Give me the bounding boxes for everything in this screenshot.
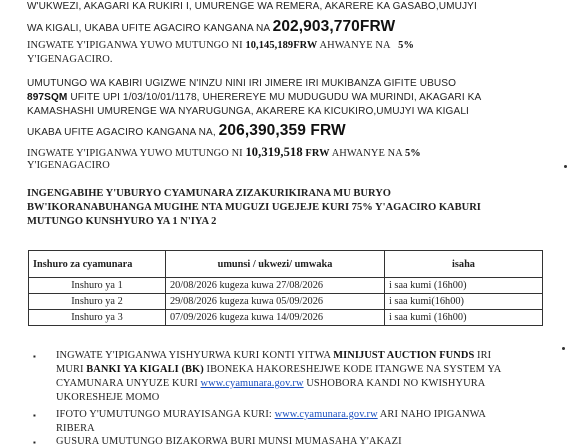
round-cell: Inshuro ya 3 — [29, 310, 166, 326]
table-header-row — [29, 251, 543, 278]
bullet1-text-tail: IRI — [474, 350, 492, 361]
bullet1-text-2: MURI — [56, 364, 87, 375]
auction-schedule-table — [28, 250, 543, 326]
property2-line1: UMUTUNGO WA KABIRI UGIZWE N'INZU NINI IRI JIMERE IRI MUKIBANZA GIFITE UBUSO — [27, 78, 457, 89]
table-row — [29, 294, 543, 310]
property1-deposit-pct: 5% — [398, 40, 414, 51]
property1-line3 — [27, 40, 414, 51]
property1-deposit-label: INGWATE Y'IPIGANWA YUWO MUTUNGO NI — [27, 40, 246, 51]
property2-deposit-label: INGWATE Y'IPIGANWA YUWO MUTUNGO NI — [27, 148, 246, 159]
property1-line1: W'UKWEZI, AKAGARI KA RUKIRI I, UMURENGE WA REMERA, AKARERE KA GASABO,UMUJYI — [27, 1, 477, 12]
property2-deposit-pct: 5% — [404, 148, 421, 159]
property1-deposit-amount: 10,145,189FRW — [245, 40, 318, 51]
bullet1-line2 — [56, 364, 501, 375]
schedule-heading-line2: BW'IKORANABUHANGA MUGIHE NTA MUGUZI UGEJEJE KURI 75% Y'AGACIRO KABURI — [27, 202, 481, 213]
bullet1-text-5: USHOBORA KANDI NO KWISHYURA — [303, 378, 486, 389]
schedule-heading-line3: MUTUNGO KUNSHYURO YA 1 N'IYA 2 — [27, 216, 217, 227]
round-cell: Inshuro ya 2 — [29, 294, 166, 310]
time-cell: i saa kumi(16h00) — [385, 294, 543, 310]
header-date: umunsi / ukwezi/ umwaka — [166, 251, 385, 278]
property2-line6: Y'IGENAGACIRO — [27, 160, 110, 171]
property1-line4: Y'IGENAGACIRO. — [27, 54, 113, 65]
bullet1-account-name: MINIJUST AUCTION FUNDS — [333, 350, 475, 361]
bullet1-line1 — [56, 350, 491, 361]
cyamunara-photo-link[interactable]: www.cyamunara.gov.rw — [274, 409, 378, 420]
date-cell: 07/09/2026 kugeza kuwa 14/09/2026 — [166, 310, 385, 326]
time-cell: i saa kumi (16h00) — [385, 310, 543, 326]
bullet-square-icon: ▪ — [33, 438, 36, 447]
property1-line2 — [27, 18, 395, 36]
bullet2-text-tail: ARI NAHO IPIGANWA — [377, 409, 486, 420]
header-rounds: Inshuro za cyamunara — [29, 251, 166, 278]
cyamunara-link[interactable]: www.cyamunara.gov.rw — [200, 378, 304, 389]
table-row — [29, 278, 543, 294]
property2-line5 — [27, 145, 421, 160]
margin-dot — [564, 165, 567, 168]
property2-line2 — [27, 92, 481, 103]
table-row — [29, 310, 543, 326]
property2-size: 897SQM — [27, 92, 68, 103]
bullet3-line1: GUSURA UMUTUNGO BIZAKORWA BURI MUNSI MUMASAHA Y'AKAZI — [56, 436, 402, 447]
bullet1-text-4: CYAMUNARA UNYUZE KURI — [56, 378, 201, 389]
round-cell: Inshuro ya 1 — [29, 278, 166, 294]
bullet2-text: IFOTO Y'UMUTUNGO MURAYISANGA KURI: — [56, 409, 275, 420]
property2-deposit-currency: FRW — [302, 148, 330, 159]
header-time: isaha — [385, 251, 543, 278]
bullet1-text: INGWATE Y'IPIGANWA YISHYURWA KURI KONTI YITWA — [56, 350, 334, 361]
time-cell: i saa kumi (16h00) — [385, 278, 543, 294]
property2-value-label: UKABA UFITE AGACIRO KANGANA NA, — [27, 127, 219, 138]
date-cell: 29/08/2026 kugeza kuwa 05/09/2026 — [166, 294, 385, 310]
property2-line4 — [27, 122, 346, 140]
bullet1-line4: UKORESHEJE MOMO — [56, 392, 160, 403]
bullet2-line2: RIBERA — [56, 423, 95, 434]
property2-location: UFITE UPI 1/03/10/01/1178, UHEREREYE MU MUDUGUDU WA MURINDI, AKAGARI KA — [67, 92, 482, 103]
date-cell: 20/08/2026 kugeza kuwa 27/08/2026 — [166, 278, 385, 294]
margin-dot — [562, 347, 565, 350]
property1-deposit-mid: AHWANYE NA — [317, 40, 393, 51]
bullet1-line3 — [56, 378, 485, 389]
property1-value-amount: 202,903,770FRW — [272, 18, 396, 35]
property2-deposit-mid: AHWANYE NA — [329, 148, 405, 159]
bullet2-line1 — [56, 409, 486, 420]
property1-value-label: WA KIGALI, UKABA UFITE AGACIRO KANGANA NA — [27, 23, 273, 34]
bullet1-bank-name: BANKI YA KIGALI (BK) — [86, 364, 204, 375]
bullet1-text-3: IBONEKA HAKORESHEJWE KODE ITANGWE NA SYSTEM YA — [203, 364, 502, 375]
bullet-square-icon: ▪ — [33, 352, 36, 361]
property2-value-amount: 206,390,359 FRW — [218, 122, 346, 139]
bullet-square-icon: ▪ — [33, 411, 36, 420]
property2-line3: KAMASHASHI UMURENGE WA NYARUGUNGA, AKARERE KA KICUKIRO,UMUJYI WA KIGALI — [27, 106, 469, 117]
property2-deposit-amount: 10,319,518 — [245, 145, 303, 159]
schedule-heading-line1: INGENGABIHE Y'UBURYO CYAMUNARA ZIZAKURIKIRANA MU BURYO — [27, 188, 391, 199]
